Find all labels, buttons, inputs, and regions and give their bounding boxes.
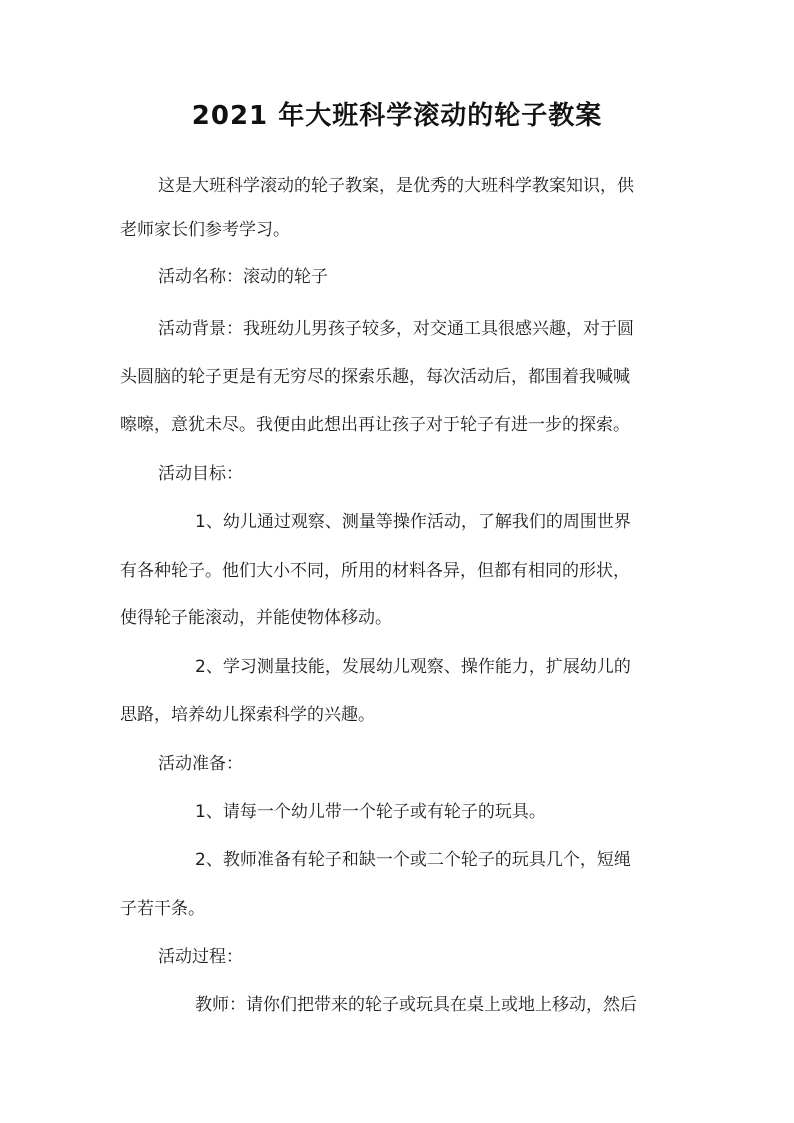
paragraph-line: 嚓嚓，意犹未尽。我便由此想出再让孩子对于轮子有进一步的探索。	[120, 415, 630, 435]
paragraph-line: 活动过程：	[158, 947, 243, 967]
paragraph-line: 有各种轮子。他们大小不同，所用的材料各异，但都有相同的形状，	[120, 561, 630, 581]
paragraph-line: 1、幼儿通过观察、测量等操作活动，了解我们的周围世界	[195, 512, 631, 532]
paragraph-line: 活动准备：	[158, 754, 243, 774]
paragraph-line: 活动背景：我班幼儿男孩子较多，对交通工具很感兴趣，对于圆	[158, 319, 634, 339]
paragraph-line: 1、请每一个幼儿带一个轮子或有轮子的玩具。	[195, 802, 546, 822]
paragraph-line: 子若干条。	[120, 899, 205, 919]
paragraph-line: 2、教师准备有轮子和缺一个或二个轮子的玩具几个，短绳	[195, 850, 631, 870]
paragraph-line: 思路，培养幼儿探索科学的兴趣。	[120, 705, 375, 725]
paragraph-line: 这是大班科学滚动的轮子教案，是优秀的大班科学教案知识，供	[158, 176, 634, 196]
paragraph-line: 老师家长们参考学习。	[120, 220, 290, 240]
paragraph-line: 2、学习测量技能，发展幼儿观察、操作能力，扩展幼儿的	[195, 657, 631, 677]
paragraph-line: 头圆脑的轮子更是有无穷尽的探索乐趣，每次活动后，都围着我喊喊	[120, 367, 630, 387]
paragraph-line: 活动目标：	[158, 464, 243, 484]
paragraph-line: 教师：请你们把带来的轮子或玩具在桌上或地上移动，然后	[195, 995, 637, 1015]
document-title: 2021 年大班科学滚动的轮子教案	[191, 101, 603, 131]
paragraph-line: 使得轮子能滚动，并能使物体移动。	[120, 608, 392, 628]
paragraph-line: 活动名称：滚动的轮子	[158, 267, 328, 287]
